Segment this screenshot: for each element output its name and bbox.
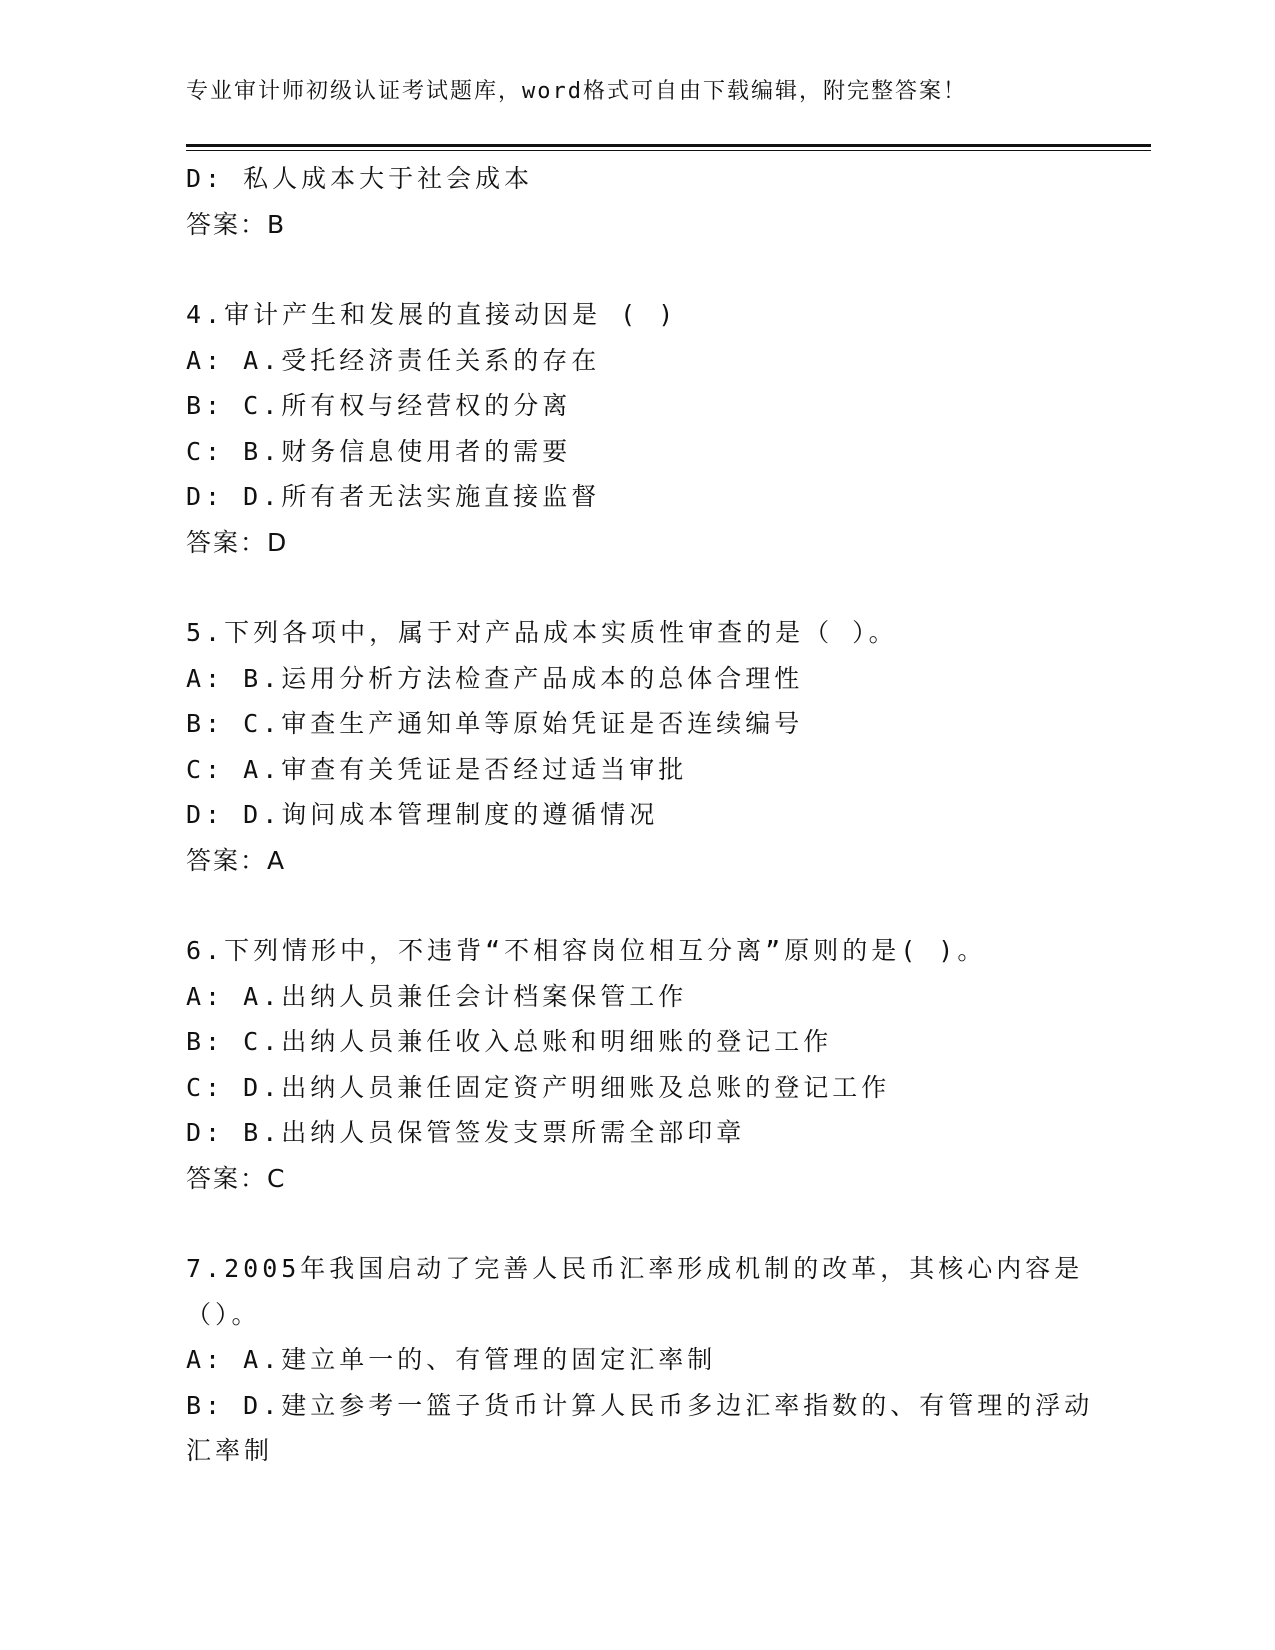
option-a: A: B.运用分析方法检查产品成本的总体合理性: [186, 663, 804, 693]
question-block-4: [186, 292, 1086, 565]
option-b-line-1: B: D.建立参考一篮子货币计算人民币多边汇率指数的、有管理的浮动: [186, 1390, 1094, 1420]
answer-line: 答案：D: [186, 527, 289, 557]
option-b: B: C.所有权与经营权的分离: [186, 391, 572, 420]
option-d: D: D.询问成本管理制度的遵循情况: [186, 800, 659, 829]
option-b-line-2: 汇率制: [186, 1436, 274, 1465]
question-block-3-partial: [186, 156, 1086, 247]
spacer: [186, 247, 1086, 292]
option-a: A: A.出纳人员兼任会计档案保管工作: [186, 981, 688, 1011]
header-divider-thin: [186, 150, 1151, 151]
option-c: C: B.财务信息使用者的需要: [186, 436, 572, 466]
option-d: D: B.出纳人员保管签发支票所需全部印章: [186, 1118, 746, 1147]
spacer: [186, 883, 1086, 928]
page-header: 专业审计师初级认证考试题库，word格式可自由下载编辑，附完整答案！: [186, 79, 967, 104]
option-d: D: D.所有者无法实施直接监督: [186, 482, 601, 511]
option-c: C: A.审查有关凭证是否经过适当审批: [186, 754, 688, 784]
option-a: A: A.受托经济责任关系的存在: [186, 345, 601, 375]
option-b: B: C.出纳人员兼任收入总账和明细账的登记工作: [186, 1027, 833, 1056]
spacer: [186, 565, 1086, 610]
option-b: B: C.审查生产通知单等原始凭证是否连续编号: [186, 709, 804, 738]
option-a: A: A.建立单一的、有管理的固定汇率制: [186, 1345, 717, 1374]
answer-line: 答案：B: [186, 209, 287, 239]
spacer: [186, 1201, 1086, 1246]
question-block-5: [186, 610, 1086, 883]
question-stem: 4.审计产生和发展的直接动因是 ( ): [186, 300, 678, 329]
answer-line: 答案：C: [186, 1163, 287, 1193]
question-block-6: [186, 928, 1086, 1201]
header-divider-thick: [186, 144, 1151, 147]
question-stem: 6.下列情形中，不违背“不相容岗位相互分离”原则的是( )。: [186, 936, 987, 965]
answer-line: 答案：A: [186, 845, 287, 875]
option-c: C: D.出纳人员兼任固定资产明细账及总账的登记工作: [186, 1072, 891, 1102]
question-stem-line-1: 7.2005年我国启动了完善人民币汇率形成机制的改革，其核心内容是: [186, 1254, 1084, 1283]
option-d: D: 私人成本大于社会成本: [186, 164, 534, 193]
question-stem-line-2: （）。: [186, 1299, 261, 1329]
document-body: [186, 156, 1094, 1474]
question-block-7: [186, 1246, 1094, 1474]
question-stem: 5.下列各项中，属于对产品成本实质性审查的是（ ）。: [186, 618, 898, 647]
